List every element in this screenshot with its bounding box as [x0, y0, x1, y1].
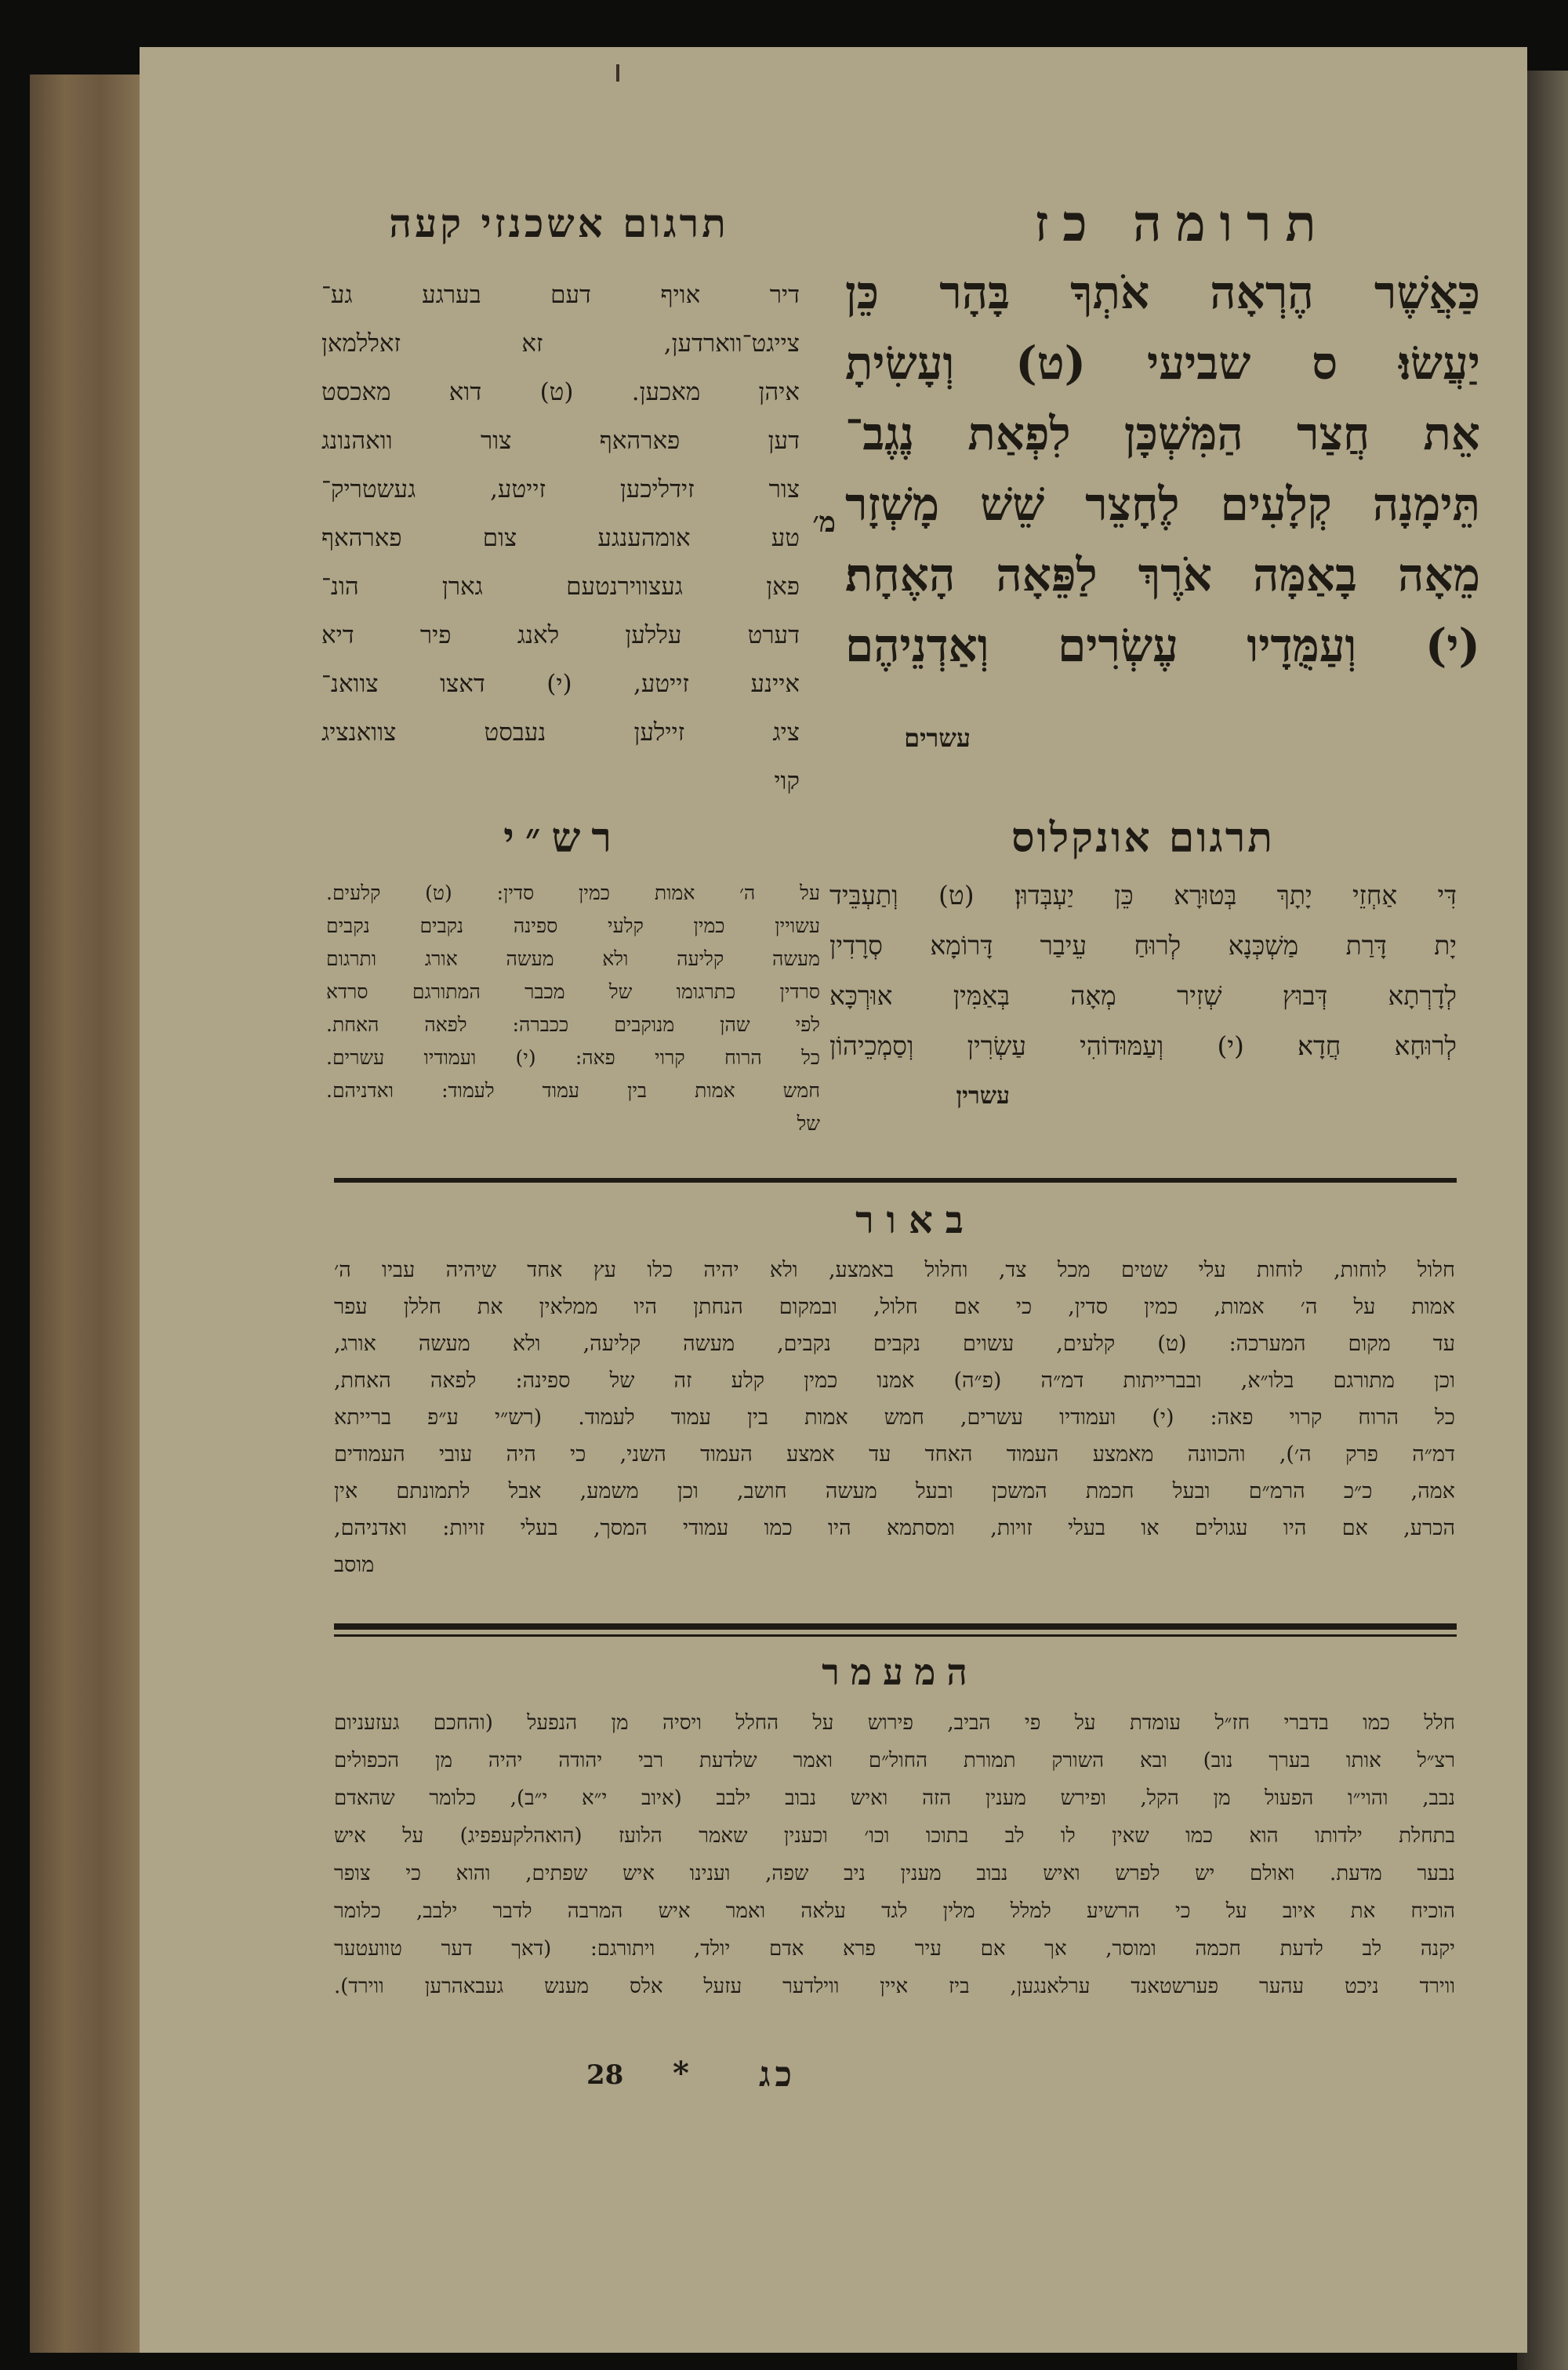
torah-line: יַעֲשׂוּ׃ ס שביעי (ט) וְעָשִׂיתָ	[845, 336, 1480, 390]
yiddish-line: איינע זייטע, (י) דאצו צוואנ־	[321, 670, 800, 698]
biur-text	[334, 1252, 1455, 1583]
rashi-text	[326, 877, 820, 1140]
signature-mark: *	[673, 2055, 689, 2092]
rashi-line: כל הרוח קרוי פאה: (י) ועמודיו עשרים.	[326, 1046, 820, 1069]
onkelos-catchword: עשרין	[956, 1082, 1010, 1110]
yiddish-line: צור זידליכען זייטע, געשטריק־	[321, 475, 800, 503]
onkelos-line: יָת דָּרַת מַשְׁכְּנָא לְרוּחַ עֵיבַר דָּרוֹמָא סְרָדִין	[829, 930, 1457, 961]
hameamer-line: הוכיח את איוב על כי הרשיע למלל מלין לגד עלאה ואמר איש המרבה לדבר ילבב, כלומר	[334, 1899, 1455, 1923]
biur-line: וכן מתורגם בלו״א, ובברייתות דמ״ה (פ״ה) אמנו כמין קלע זה של ספינה: לפאה האחת,	[334, 1369, 1455, 1393]
onkelos-line: דִּי אַחְזֵי יָתָךְ בְּטוּרָא כֵּן יַעְבְּדוּן׃ (ט) וְתַעְבֵּיד	[829, 880, 1457, 911]
book-fore-edge	[30, 75, 147, 2353]
hameamer-line: נבב, והוי״ו הפעול מן הקל, ופירש מענין הזה ואיש נבוב ילבב (איוב י״א י״ב), כלומר שהאדם	[334, 1787, 1455, 1810]
onkelos-heading: תרגום אונקלוס	[1011, 814, 1275, 862]
signature-letters: כג	[759, 2055, 797, 2095]
hameamer-line: חלל כמו בדברי חז״ל עומדת על פי הביב, פירוש על החלל ויסיה מן הנפעל (והחכם געזעניום	[334, 1711, 1455, 1735]
biur-line: אמה, כ״כ הרמ״ם ובעל חכמת המשכן ובעל מעשה חושב, וכן משמע, אבל לתמונתם אין	[334, 1479, 1455, 1503]
biur-line: כל הרוח קרוי פאה: (י) ועמודיו עשרים, חמש אמות בין עמוד לעמוד. (רש״י ע״פ ברייתא	[334, 1405, 1455, 1430]
onkelos-line: לְרוּחָא חֲדָא׃ (י) וְעַמּוּדוֹהִי עַשְׂרִין וְסַמְכֵיהוֹן	[829, 1031, 1457, 1061]
biur-line: חלול לוחות, לוחות עלי שטים מכל צד, וחלול באמצע, ולא יהיה כלו עץ אחד שיהיה עביו ה׳	[334, 1258, 1455, 1282]
torah-line: (י) וְעַמֻּדָיו עֶשְׂרִים וְאַדְנֵיהֶם	[845, 619, 1480, 672]
hameamer-line: רצ״ל אותו בערך נוב) ובא השורק תמורת החול״ם ואמר שלדעת רבי יהודה יהיה מן הכפולים	[334, 1749, 1455, 1772]
torah-line: מֵאָה בָאַמָּה אֹרֶךְ לַפֵּאָה הָאֶחָת׃	[845, 548, 1480, 602]
biur-line: אמות על ה׳ אמות, כמין סדין, כי אם חלול, ובמקום הנחתן היו ממלאין את חללן עפר	[334, 1295, 1455, 1319]
onkelos-text	[829, 871, 1457, 1071]
page-signature	[586, 2055, 978, 2102]
signature-number: 28	[586, 2059, 624, 2091]
hameamer-line: בתחלת ילדותו הוא כמו שאין לו לב בתוכו וכו׳ וכענין שאמר הלועז (הואהלקעפפיג) על איש	[334, 1824, 1455, 1848]
book-page	[140, 47, 1527, 2353]
yiddish-line: צייגט־ווארדען, זא זאללמאן	[321, 329, 800, 358]
torah-text	[845, 257, 1480, 681]
yiddish-translation-heading: תרגום אשכנזי קעה	[389, 200, 729, 246]
biur-line: הכרע, אם היו עגולים או בעלי זויות, ומסתמא היו כמו עמודי המסך, בעלי זויות: ואדניהם,	[334, 1516, 1455, 1540]
section-divider-double-thin	[334, 1634, 1457, 1637]
biur-line: מוסב	[334, 1553, 375, 1577]
yiddish-line: ציג זיילען נעבסט צוואנציג	[321, 718, 800, 747]
yiddish-line: דען פארהאף צור וואהנונג	[321, 427, 800, 455]
onkelos-line: לְדָרְתָא דְּבוּץ שְׁזִיר מְאָה בְּאַמִּין אוּרְכָּא	[829, 980, 1457, 1011]
torah-line: תֵּימָנָה קְלָעִים לֶחָצֵר שֵׁשׁ מָשְׁזָר	[845, 478, 1480, 531]
yiddish-line: קוי	[774, 767, 800, 795]
rashi-heading: רש״י	[503, 814, 622, 862]
rashi-line: על ה׳ אמות כמין סדין: (ט) קלעים.	[326, 881, 820, 904]
yiddish-line: דיר אויף דעם בערגע גע־	[321, 281, 800, 309]
section-divider-double	[334, 1623, 1457, 1630]
rashi-line: חמש אמות בין עמוד לעמוד: ואדניהם.	[326, 1079, 820, 1102]
biur-line: דמ״ה פרק ה׳), והכוונה מאמצע העמוד האחד עד אמצע העמוד השני, כי היה עובי העמודים	[334, 1442, 1455, 1467]
section-divider	[334, 1178, 1457, 1183]
hameamer-text	[334, 1704, 1455, 2005]
rashi-line: עשויין כמין קלעי ספינה נקבים נקבים	[326, 914, 820, 937]
biur-line: עד מקום המערכה: (ט) קלעים, עשוים נקבים נקבים, מעשה קליעה, ולא מעשה אורג,	[334, 1332, 1455, 1356]
yiddish-translation-text	[321, 271, 800, 805]
rashi-line: של	[797, 1112, 820, 1135]
hameamer-line: נבער מדעת. ואולם יש לפרש ואיש נבוב מענין ניב שפה, וענינו איש שפתים, והוא כי צופר	[334, 1862, 1455, 1885]
rashi-line: מעשה קליעה ולא מעשה אורג ותרגום	[326, 947, 820, 970]
yiddish-line: פאן געצווירנטעם גארן הונ־	[321, 573, 800, 601]
hameamer-line: יקנה לב לדעת חכמה ומוסר, אך אם עיר פרא אדם יולד, ויתורגם: (דאך דער טוועטער	[334, 1937, 1455, 1961]
yiddish-line: דערט עללען לאנג פיר דיא	[321, 621, 800, 649]
hameamer-heading: המעמר	[822, 1651, 978, 1693]
torah-portion-heading: תרומה כז	[1034, 194, 1330, 253]
ink-speck	[616, 64, 619, 82]
hameamer-line: ווירד ניכט עהער פערשטאנד ערלאנגען, ביז איין ווילדער עזעל אלס מענש געבאהרען ווירד).	[334, 1975, 1455, 1998]
margin-mark: מ׳	[812, 506, 836, 539]
yiddish-line: איהן מאכען. (ט) דוא מאכסט	[321, 378, 800, 406]
biur-heading: באור	[855, 1198, 976, 1242]
torah-catchword: עשרים	[904, 723, 971, 753]
torah-line: אֵת חֲצַר הַמִּשְׁכָּן לִפְאַת נֶגֶב־	[845, 407, 1480, 460]
torah-line: כַּאֲשֶׁר הֶרְאָה אֹתְךָ בָּהָר כֵּן	[845, 266, 1480, 319]
rashi-line: סרדין כתרגומו של מכבר המתורגם סרדא	[326, 980, 820, 1003]
yiddish-line: טע אומהענגע צום פארהאף	[321, 524, 800, 552]
rashi-line: לפי שהן מנוקבים ככברה: לפאה האחת.	[326, 1013, 820, 1036]
